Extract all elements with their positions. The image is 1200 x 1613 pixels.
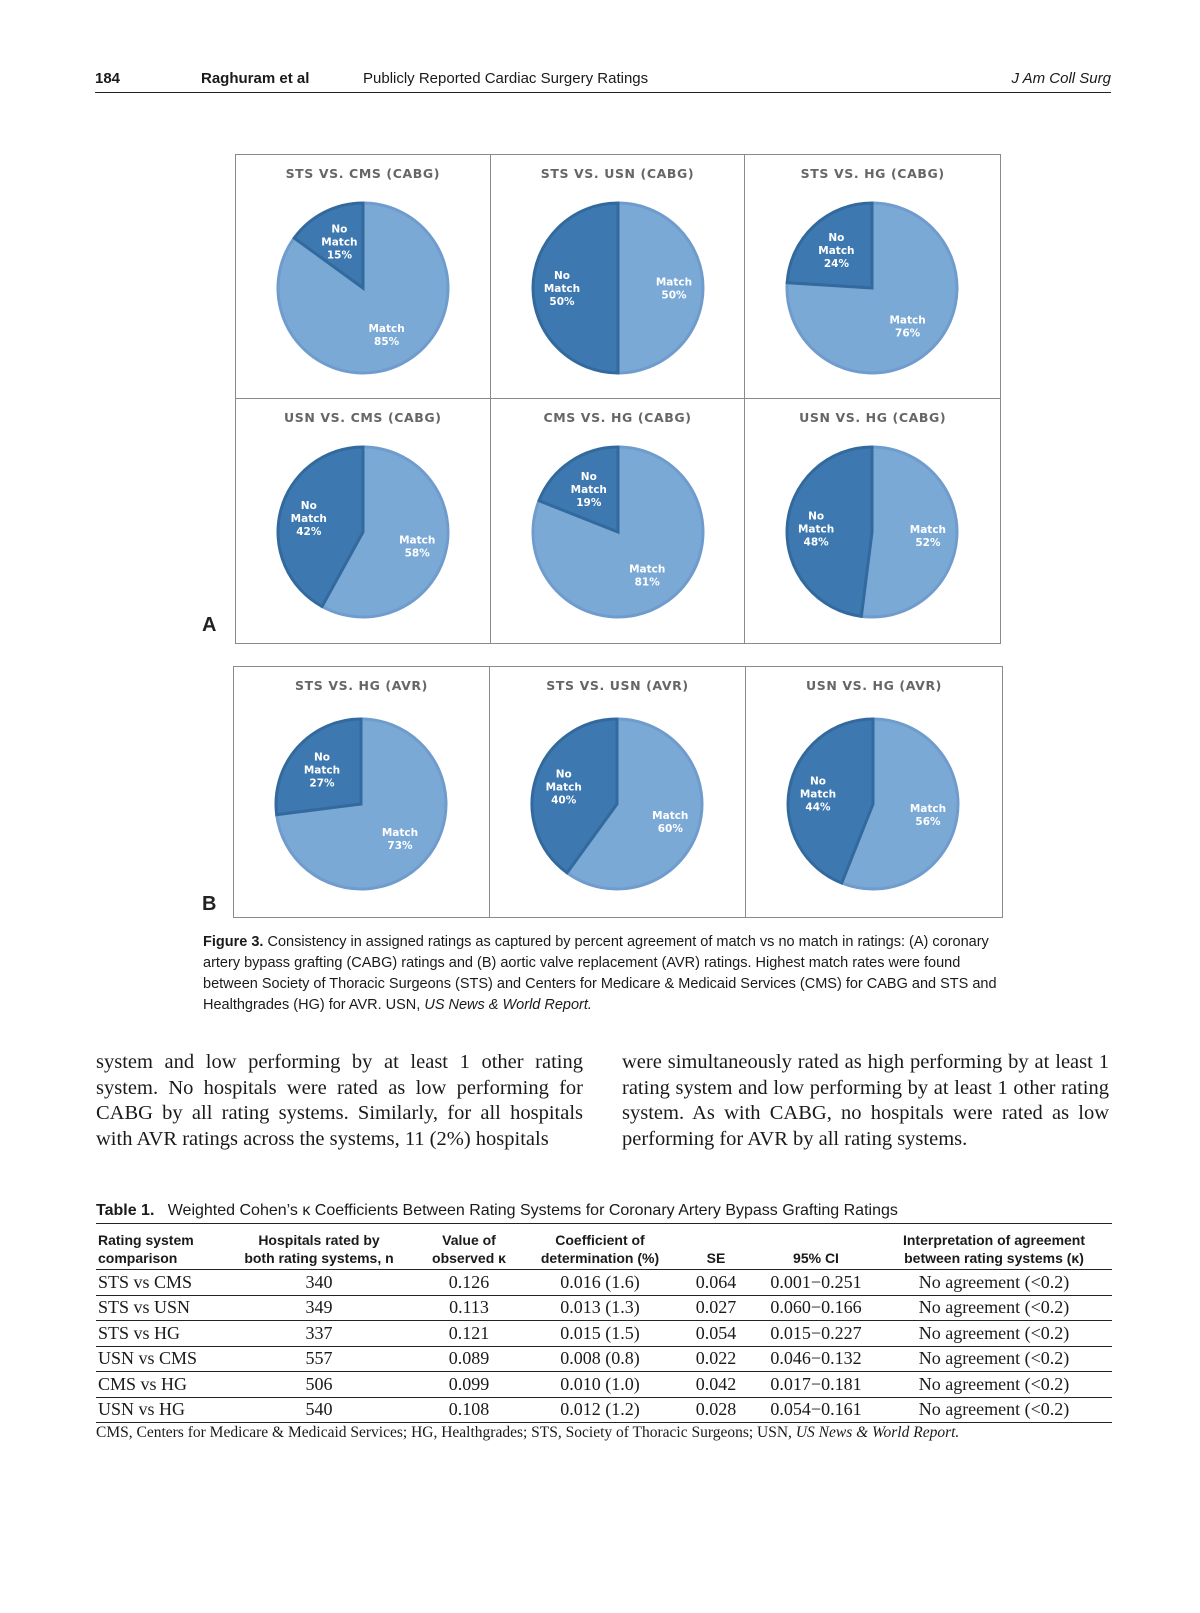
table-cell: STS vs HG: [96, 1321, 224, 1347]
pie-label-no-match: No: [828, 232, 845, 245]
table-cell: No agreement (<0.2): [876, 1321, 1112, 1347]
pie-cell-usn-vs-hg-avr: [746, 667, 1002, 917]
pie-title: STS VS. USN (CABG): [540, 166, 695, 181]
kappa-table: [96, 1229, 1112, 1423]
column-header-line: Rating system: [98, 1232, 194, 1248]
table-cell: No agreement (<0.2): [876, 1295, 1112, 1321]
pie-chart: [745, 155, 999, 398]
table-body: [96, 1270, 1112, 1423]
table-cell: STS vs CMS: [96, 1270, 224, 1296]
pie-label-match: Match: [889, 314, 927, 327]
table-cell: USN vs HG: [96, 1397, 224, 1423]
pie-label-match: 58%: [404, 547, 430, 560]
pie-label-no-match: No: [555, 768, 572, 781]
column-header: [876, 1229, 1112, 1270]
footnote-text-italic: US News & World Report.: [795, 1424, 960, 1441]
pie-chart: [491, 155, 745, 398]
pie-label-match: Match: [909, 803, 947, 815]
pie-chart: [234, 667, 488, 915]
table-cell: 0.108: [414, 1397, 524, 1423]
pie-label-match: 81%: [634, 576, 660, 589]
pie-chart: [490, 667, 744, 915]
table-cell: No agreement (<0.2): [876, 1346, 1112, 1372]
table-row: [96, 1270, 1112, 1296]
pie-cell-sts-vs-hg-cabg: [745, 155, 1000, 399]
table-cell: 0.064: [676, 1270, 756, 1296]
table-cell: 0.016 (1.6): [524, 1270, 676, 1296]
figure-panel-b: [233, 666, 1003, 918]
pie-chart: [746, 667, 1000, 915]
table-cell: 0.089: [414, 1346, 524, 1372]
table-row: [96, 1295, 1112, 1321]
pie-label-no-match: 50%: [549, 296, 575, 308]
table-row: [96, 1397, 1112, 1423]
column-header: [224, 1229, 414, 1270]
pie-title: STS VS. HG (CABG): [800, 166, 945, 181]
table-cell: 0.060−0.166: [756, 1295, 876, 1321]
table-cell: No agreement (<0.2): [876, 1372, 1112, 1398]
table-title: [96, 1202, 1112, 1224]
pie-title: USN VS. HG (AVR): [806, 678, 942, 693]
pie-label-match: Match: [910, 524, 947, 536]
column-header: [414, 1229, 524, 1270]
table-cell: 0.046−0.132: [756, 1346, 876, 1372]
table-cell: 0.008 (0.8): [524, 1346, 676, 1372]
table-cell: 0.126: [414, 1270, 524, 1296]
pie-label-no-match: 40%: [551, 794, 577, 807]
column-header: [96, 1229, 224, 1270]
pie-label-no-match: No: [331, 223, 348, 236]
pie-label-match: 85%: [374, 335, 400, 348]
pie-title: USN VS. HG (CABG): [799, 410, 947, 425]
panel-label-a: A: [202, 614, 217, 636]
column-header-line: both rating systems, n: [244, 1250, 394, 1266]
pie-label-no-match: 27%: [309, 777, 335, 790]
pie-label-match: 52%: [915, 537, 941, 549]
pie-label-match: 60%: [657, 822, 683, 835]
column-header: [524, 1229, 676, 1270]
table-label: Table 1.: [96, 1202, 155, 1219]
table-cell: 0.113: [414, 1295, 524, 1321]
column-header-line: determination (%): [540, 1250, 660, 1266]
pie-label-no-match: No: [553, 270, 570, 282]
table-cell: 540: [224, 1397, 414, 1423]
pie-cell-sts-vs-usn-avr: [490, 667, 746, 917]
table-cell: 0.017−0.181: [756, 1372, 876, 1398]
journal-name: J Am Coll Surg: [1011, 70, 1111, 87]
column-header-line: Coefficient of: [555, 1232, 645, 1248]
pie-cell-sts-vs-cms-cabg: [236, 155, 491, 399]
table-cell: 0.028: [676, 1397, 756, 1423]
pie-chart: [745, 399, 999, 642]
running-title: Publicly Reported Cardiac Surgery Ratings: [363, 70, 649, 87]
column-header-line: between rating systems (κ): [904, 1250, 1084, 1266]
pie-label-match: Match: [381, 826, 419, 839]
pie-label-no-match: 44%: [805, 801, 831, 814]
pie-title: USN VS. CMS (CABG): [284, 410, 442, 425]
pie-label-no-match: Match: [798, 523, 835, 536]
running-header: [95, 68, 1111, 93]
table-cell: USN vs CMS: [96, 1346, 224, 1372]
table-cell: 0.012 (1.2): [524, 1397, 676, 1423]
pie-cell-sts-vs-usn-cabg: [491, 155, 746, 399]
table-cell: 0.054: [676, 1321, 756, 1347]
table-header-row: [96, 1229, 1112, 1270]
table-row: [96, 1321, 1112, 1347]
table-cell: CMS vs HG: [96, 1372, 224, 1398]
pie-label-match: Match: [652, 809, 689, 822]
table-cell: 349: [224, 1295, 414, 1321]
pie-title: CMS VS. HG (CABG): [543, 410, 692, 425]
pie-cell-cms-vs-hg-cabg: [491, 399, 746, 643]
pie-label-no-match: Match: [818, 245, 855, 258]
pie-title: STS VS. HG (AVR): [295, 678, 428, 693]
pie-title: STS VS. USN (AVR): [546, 678, 689, 693]
caption-text: Consistency in assigned ratings as captured by percent agreement of match vs no match in ratings: (A) coronary artery bypass grafting (CABG) ratings and (B) aortic valve replacement (AVR) ratings. Highest match rates were found between Society of Thoracic Surgeons (STS) and Centers for Medicare & Medicaid Services (CMS) for CABG and STS and Healthgrades (HG) for AVR. USN,: [203, 934, 997, 1013]
column-header: [756, 1229, 876, 1270]
column-header-line: 95% CI: [793, 1250, 839, 1266]
table-cell: 0.001−0.251: [756, 1270, 876, 1296]
pie-label-match: 50%: [661, 289, 687, 302]
page-number: 184: [95, 70, 121, 87]
table-cell: 0.121: [414, 1321, 524, 1347]
pie-label-no-match: 19%: [575, 497, 602, 509]
table-cell: 0.027: [676, 1295, 756, 1321]
pie-label-no-match: Match: [543, 283, 580, 295]
figure-label: Figure 3.: [203, 934, 264, 950]
table-cell: 0.022: [676, 1346, 756, 1372]
pie-chart: [236, 155, 490, 398]
table-cell: 557: [224, 1346, 414, 1372]
pie-label-no-match: 48%: [803, 536, 829, 549]
table-title-text: Weighted Cohen’s κ Coefficients Between Rating Systems for Coronary Artery Bypass Grafting Ratings: [167, 1202, 898, 1219]
pie-label-match: 73%: [387, 839, 413, 852]
table-cell: 340: [224, 1270, 414, 1296]
table-cell: 0.013 (1.3): [524, 1295, 676, 1321]
table-cell: 337: [224, 1321, 414, 1347]
pie-label-no-match: Match: [570, 484, 607, 496]
column-header: [676, 1229, 756, 1270]
running-authors: Raghuram et al: [201, 70, 310, 87]
panel-label-b: B: [202, 893, 217, 915]
table-cell: 0.010 (1.0): [524, 1372, 676, 1398]
pie-label-no-match: Match: [290, 513, 327, 526]
pie-cell-sts-vs-hg-avr: [234, 667, 490, 917]
table-row: [96, 1346, 1112, 1372]
pie-cell-usn-vs-hg-cabg: [745, 399, 1000, 643]
pie-label-no-match: 42%: [296, 526, 322, 539]
table-cell: 506: [224, 1372, 414, 1398]
column-header-line: SE: [706, 1250, 726, 1266]
pie-label-match: 76%: [895, 327, 921, 340]
body-column-left: system and low performing by at least 1 other rating system. No hospitals were rated as low performing for CABG by all rating systems. Similarly, for all hospitals with AVR ratings across the systems, 11 (2%) hospitals: [96, 1051, 583, 1150]
table-cell: 0.054−0.161: [756, 1397, 876, 1423]
pie-label-no-match: No: [300, 500, 317, 513]
column-header-line: Interpretation of agreement: [902, 1232, 1086, 1248]
table-cell: 0.015−0.227: [756, 1321, 876, 1347]
footnote-text: CMS, Centers for Medicare & Medicaid Services; HG, Healthgrades; STS, Society of Thoracic Surgeons; USN,: [96, 1424, 796, 1441]
pie-label-no-match: No: [809, 775, 827, 788]
column-header-line: comparison: [98, 1250, 178, 1266]
pie-label-no-match: Match: [321, 236, 358, 249]
pie-label-no-match: 24%: [824, 258, 850, 271]
table-cell: 0.099: [414, 1372, 524, 1398]
pie-label-no-match: No: [580, 471, 597, 483]
figure-panel-a: [235, 154, 1001, 644]
table-cell: No agreement (<0.2): [876, 1270, 1112, 1296]
table-cell: No agreement (<0.2): [876, 1397, 1112, 1423]
pie-label-no-match: No: [808, 510, 825, 523]
table-cell: 0.015 (1.5): [524, 1321, 676, 1347]
body-column-right: were simultaneously rated as high performing by at least 1 rating system and low performing by at least 1 other rating system. As with CABG, no hospitals were rated as low performing for AVR by all rating systems.: [622, 1051, 1109, 1150]
pie-label-no-match: Match: [303, 764, 341, 777]
table-cell: STS vs USN: [96, 1295, 224, 1321]
pie-label-no-match: Match: [799, 788, 837, 801]
pie-label-match: Match: [655, 276, 692, 289]
pie-title: STS VS. CMS (CABG): [285, 166, 441, 181]
pie-label-match: 56%: [915, 816, 941, 828]
pie-label-no-match: No: [313, 751, 331, 764]
column-header-line: Hospitals rated by: [258, 1232, 380, 1248]
pie-label-no-match: 15%: [326, 249, 352, 262]
caption-text-italic: US News & World Report.: [424, 997, 592, 1013]
pie-label-no-match: Match: [545, 781, 582, 794]
table-footnote: [96, 1424, 1112, 1442]
table-row: [96, 1372, 1112, 1398]
pie-cell-usn-vs-cms-cabg: [236, 399, 491, 643]
column-header-line: Value of: [442, 1232, 496, 1248]
pie-label-match: Match: [368, 322, 405, 335]
table-cell: 0.042: [676, 1372, 756, 1398]
pie-label-match: Match: [399, 534, 436, 547]
pie-label-match: Match: [628, 563, 665, 576]
pie-chart: [491, 399, 745, 642]
column-header-line: observed κ: [432, 1250, 506, 1266]
pie-chart: [236, 399, 490, 642]
figure-caption: [203, 932, 1003, 1016]
